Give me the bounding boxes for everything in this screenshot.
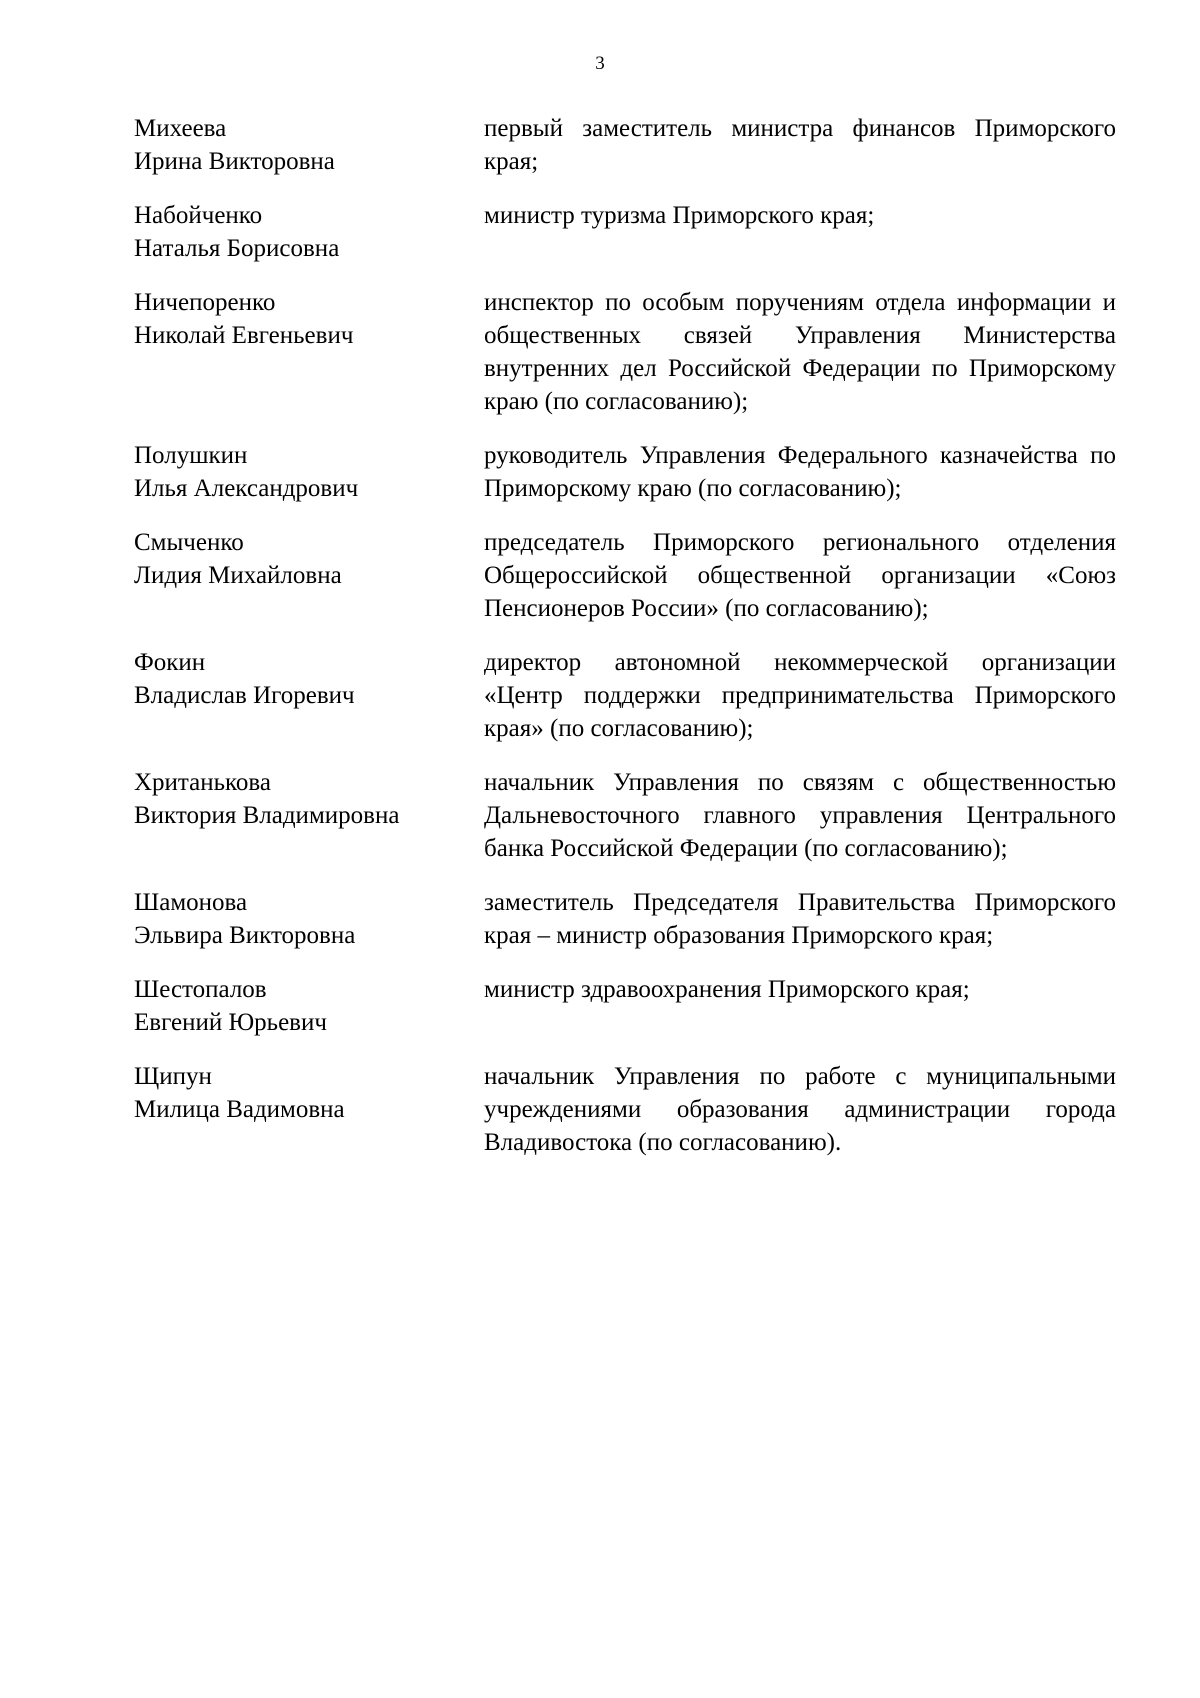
member-position: председатель Приморского регионального отделения Общероссийской общественной организации «Союз Пенсионеров России» (по согласованию); [484, 529, 1116, 622]
member-name [134, 112, 464, 178]
member-position: начальник Управления по работе с муниципальными учреждениями образования администрации города Владивостока (по согласованию). [484, 1063, 1116, 1156]
member-name [134, 439, 464, 505]
member-given-names: Илья Александрович [134, 475, 359, 502]
member-given-names: Ирина Викторовна [134, 148, 335, 175]
member-name [134, 646, 464, 712]
member-given-names: Виктория Владимировна [134, 802, 400, 829]
member-list [0, 112, 1200, 1180]
member-surname: Щипун [134, 1063, 212, 1090]
member-given-names: Евгений Юрьевич [134, 1009, 327, 1036]
member-entry [0, 973, 1200, 1039]
member-given-names: Наталья Борисовна [134, 235, 340, 262]
member-surname: Шамонова [134, 889, 248, 916]
member-entry [0, 112, 1200, 178]
member-entry [0, 439, 1200, 505]
member-given-names: Николай Евгеньевич [134, 322, 354, 349]
member-name [134, 886, 464, 952]
member-surname: Смыченко [134, 529, 244, 556]
member-given-names: Эльвира Викторовна [134, 922, 356, 949]
member-position: руководитель Управления Федерального казначейства по Приморскому краю (по согласованию); [484, 442, 1116, 502]
member-name [134, 199, 464, 265]
member-surname: Михеева [134, 115, 227, 142]
member-entry [0, 646, 1200, 745]
member-position: начальник Управления по связям с общественностью Дальневосточного главного управления Центрального банка Российской Федерации (по согласованию); [484, 769, 1116, 862]
member-surname: Фокин [134, 649, 206, 676]
member-surname: Набойченко [134, 202, 263, 229]
member-entry [0, 199, 1200, 265]
member-position: директор автономной некоммерческой организации «Центр поддержки предпринимательства Приморского края» (по согласованию); [484, 649, 1116, 742]
member-surname: Полушкин [134, 442, 248, 469]
member-position: инспектор по особым поручениям отдела информации и общественных связей Управления Министерства внутренних дел Российской Федерации по Приморскому краю (по согласованию); [484, 289, 1116, 415]
member-entry [0, 766, 1200, 865]
member-given-names: Лидия Михайловна [134, 562, 342, 589]
page-number: 3 [595, 53, 605, 74]
member-given-names: Владислав Игоревич [134, 682, 355, 709]
member-surname: Ничепоренко [134, 289, 276, 316]
member-entry [0, 286, 1200, 418]
member-entry [0, 886, 1200, 952]
member-name [134, 766, 464, 832]
member-name [134, 1060, 464, 1126]
member-position: заместитель Председателя Правительства Приморского края – министр образования Приморского края; [484, 889, 1116, 949]
member-position: министр здравоохранения Приморского края; [484, 976, 970, 1003]
member-name [134, 286, 464, 352]
member-position: министр туризма Приморского края; [484, 202, 875, 229]
member-surname: Шестопалов [134, 976, 267, 1003]
member-name [134, 526, 464, 592]
member-surname: Хританькова [134, 769, 271, 796]
member-entry [0, 526, 1200, 625]
member-name [134, 973, 464, 1039]
member-position: первый заместитель министра финансов Приморского края; [484, 115, 1116, 175]
member-given-names: Милица Вадимовна [134, 1096, 345, 1123]
member-entry [0, 1060, 1200, 1159]
